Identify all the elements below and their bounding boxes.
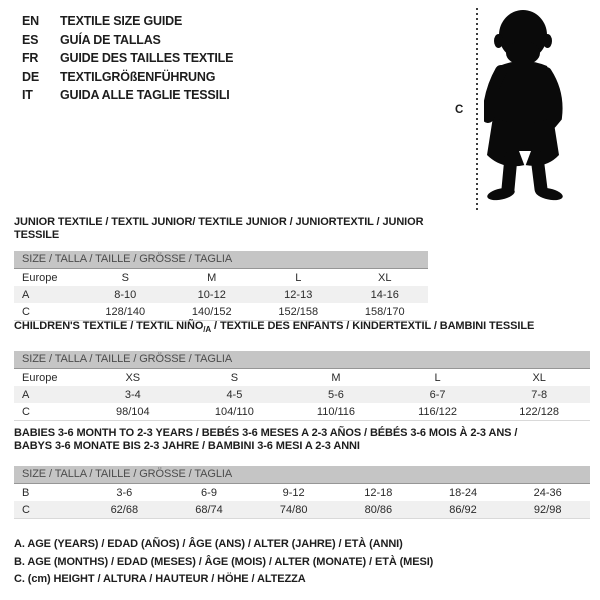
table-title-line2: BABYS 3-6 MONATE BIS 2-3 JAHRE / BAMBINI 3-6 MESI A 2-3 ANNI bbox=[14, 440, 360, 452]
baby-figure bbox=[0, 0, 600, 215]
table-cell: 12-18 bbox=[364, 486, 393, 499]
table-row bbox=[14, 501, 590, 519]
table-cell: XL bbox=[378, 271, 392, 284]
table-cell: L bbox=[295, 271, 302, 284]
table-row bbox=[14, 269, 428, 286]
table-row bbox=[14, 484, 590, 501]
table-cell: 104/110 bbox=[214, 405, 254, 418]
table-row bbox=[14, 303, 428, 321]
row-label: B bbox=[22, 486, 30, 499]
table-cell: 110/116 bbox=[316, 405, 356, 418]
table-cell: 4-5 bbox=[226, 388, 243, 401]
height-measure-line bbox=[476, 8, 478, 212]
language-title: TEXTILE SIZE GUIDE bbox=[60, 14, 183, 28]
baby-silhouette-icon bbox=[484, 9, 566, 205]
language-code: FR bbox=[22, 51, 39, 66]
table-cell: 122/128 bbox=[519, 405, 560, 418]
table-cell: 92/98 bbox=[533, 503, 562, 516]
table-cell: 152/158 bbox=[278, 305, 319, 318]
table-cell: 8-10 bbox=[114, 288, 137, 301]
table-title bbox=[14, 320, 590, 336]
table-cell: 62/68 bbox=[110, 503, 139, 516]
table-cell: 9-12 bbox=[282, 486, 305, 499]
table-title-text: / TEXTILE DES ENFANTS / KINDERTEXTIL / BAMBINI TESSILE bbox=[211, 320, 535, 332]
table-cell: L bbox=[434, 371, 441, 384]
footnote-b: B. AGE (MONTHS) / EDAD (MESES) / ÂGE (MOIS) / ALTER (MONATE) / ETÀ (MESI) bbox=[14, 555, 434, 568]
row-label: A bbox=[22, 288, 30, 301]
table-cell: 80/86 bbox=[364, 503, 393, 516]
table-title-subscript: /A bbox=[203, 325, 212, 335]
language-code: EN bbox=[22, 14, 39, 28]
babies-textile-table bbox=[14, 427, 590, 519]
table-row bbox=[14, 286, 428, 303]
table-cell: 128/140 bbox=[105, 305, 146, 318]
table-cell: 74/80 bbox=[279, 503, 308, 516]
size-header-bar: SIZE / TALLA / TAILLE / GRÖSSE / TAGLIA bbox=[14, 466, 590, 484]
footnote-list bbox=[14, 536, 433, 589]
table-cell: XL bbox=[532, 371, 546, 384]
table-row bbox=[14, 403, 590, 421]
language-title: GUIDE DES TAILLES TEXTILE bbox=[60, 51, 234, 66]
table-cell: 7-8 bbox=[531, 388, 548, 401]
table-cell: 6-9 bbox=[201, 486, 217, 499]
table-cell: 158/170 bbox=[364, 305, 405, 318]
table-cell: S bbox=[230, 371, 239, 384]
junior-textile-table bbox=[14, 216, 428, 321]
row-label: C bbox=[22, 503, 30, 516]
table-cell: 12-13 bbox=[284, 288, 313, 301]
footnote-c: C. (cm) HEIGHT / ALTURA / HAUTEUR / HÖHE / ALTEZZA bbox=[14, 573, 306, 585]
table-cell: M bbox=[207, 271, 217, 284]
language-title: GUÍA DE TALLAS bbox=[60, 32, 161, 47]
table-cell: 18-24 bbox=[448, 486, 478, 499]
table-cell: 5-6 bbox=[328, 388, 344, 401]
row-label: Europe bbox=[22, 271, 58, 284]
size-header-bar: SIZE / TALLA / TAILLE / GRÖSSE / TAGLIA bbox=[14, 351, 590, 369]
table-cell: XS bbox=[125, 371, 141, 384]
table-cell: 3-4 bbox=[124, 388, 141, 401]
row-label: C bbox=[22, 305, 30, 318]
size-header-bar: SIZE / TALLA / TAILLE / GRÖSSE / TAGLIA bbox=[14, 251, 428, 269]
table-cell: 14-16 bbox=[370, 288, 399, 301]
table-cell: 10-12 bbox=[197, 288, 226, 301]
row-label: A bbox=[22, 388, 30, 401]
language-title: GUIDA ALLE TAGLIE TESSILI bbox=[60, 88, 230, 103]
language-title: TEXTILGRÖßENFÜHRUNG bbox=[60, 69, 216, 84]
table-cell: 98/104 bbox=[115, 405, 150, 418]
table-title: JUNIOR TEXTILE / TEXTIL JUNIOR/ TEXTILE JUNIOR / JUNIORTEXTIL / JUNIOR TESSILE bbox=[14, 216, 424, 241]
row-label: C bbox=[22, 405, 30, 418]
height-measure-label: C bbox=[455, 104, 464, 116]
childrens-textile-table bbox=[14, 320, 590, 421]
footnote-a: A. AGE (YEARS) / EDAD (AÑOS) / ÂGE (ANS) / ALTER (JAHRE) / ETÀ (ANNI) bbox=[14, 538, 403, 550]
table-cell: 68/74 bbox=[195, 503, 223, 516]
table-title-line1: BABIES 3-6 MONTH TO 2-3 YEARS / BEBÉS 3-6 MESES A 2-3 AÑOS / BÉBÉS 3-6 MOIS À 2-3 ANS / bbox=[14, 427, 518, 439]
table-cell: 86/92 bbox=[449, 503, 477, 516]
table-cell: 3-6 bbox=[116, 486, 133, 499]
language-code: ES bbox=[22, 32, 39, 47]
table-cell: S bbox=[121, 271, 129, 284]
table-title bbox=[14, 427, 590, 453]
table-cell: 116/122 bbox=[418, 405, 458, 418]
table-title-text: CHILDREN'S TEXTILE / TEXTIL NIÑO bbox=[14, 320, 204, 332]
table-cell: M bbox=[331, 371, 341, 384]
row-label: Europe bbox=[22, 371, 58, 384]
table-row bbox=[14, 369, 590, 386]
table-cell: 6-7 bbox=[429, 388, 446, 401]
table-row bbox=[14, 386, 590, 403]
language-code: IT bbox=[22, 88, 33, 103]
table-cell: 24-36 bbox=[533, 486, 562, 499]
language-code: DE bbox=[22, 69, 39, 84]
table-cell: 140/152 bbox=[191, 305, 232, 318]
